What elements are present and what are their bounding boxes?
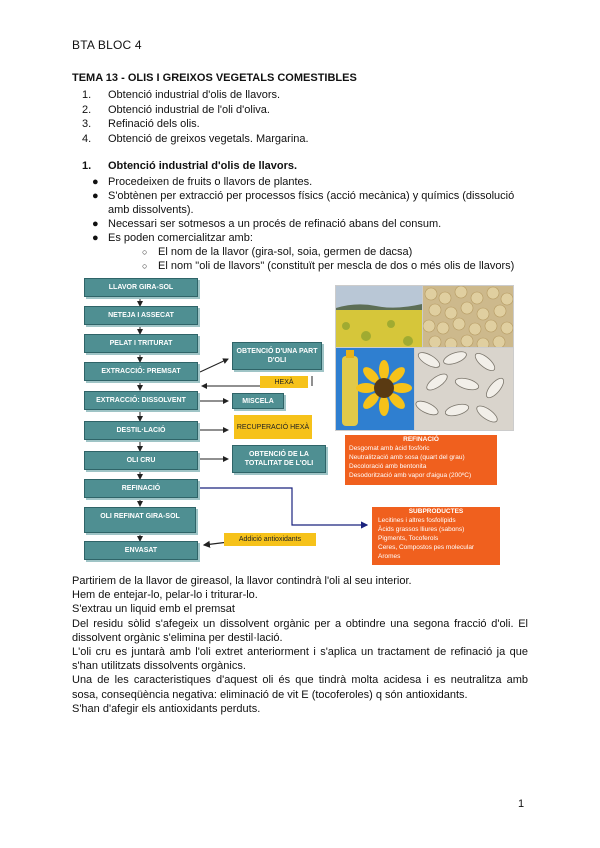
bullet-text: Necessari ser sotmesos a un procés de refinació abans del consum. [108, 218, 442, 230]
step-envasat: ENVASAT [84, 541, 198, 560]
sunflower-seeds-image [414, 347, 514, 431]
toc-text: Refinació dels olis. [108, 118, 200, 130]
refinacio-line: Neutralització amb sosa (quart del grau) [349, 454, 465, 461]
sub-bullet-text: El nom "oli de llavors" (constituït per mescla de dos o més olis de llavors) [158, 260, 515, 272]
bullet-icon: ● [92, 218, 99, 230]
step-refinacio: REFINACIÓ [84, 479, 198, 498]
paragraph: L'oli cru es juntarà amb l'oli extret anteriorment i s'aplica un tractament de refinació ja que s'han utilitzats dissolvents orgànics. [72, 646, 528, 673]
step-destil-lacio: DESTIL·LACIÓ [84, 421, 198, 440]
step-llavor: LLAVOR GIRA-SOL [84, 278, 198, 297]
subproductes-line: Aromes [378, 553, 401, 560]
bullet-text: Es poden comercialitzar amb: [108, 232, 253, 244]
step-oli-refinat: OLI REFINAT GIRA-SOL [84, 507, 196, 533]
subproductes-title: SUBPRODUCTES [408, 508, 464, 515]
toc-text: Obtenció industrial d'olis de llavors. [108, 89, 281, 101]
process-diagram [72, 275, 532, 570]
bullet-icon: ● [92, 176, 99, 188]
bullet-text: Procedeixen de fruits o llavors de plantes. [108, 176, 313, 188]
obtencio-part-box: OBTENCIÓ D'UNA PART D'OLI [232, 342, 322, 370]
page-number: 1 [518, 798, 525, 810]
soybeans-image [422, 285, 514, 351]
subproductes-line: Ceres, Compostos pes molecular [378, 544, 475, 551]
refinacio-box [345, 435, 497, 485]
step-dissolvent: EXTRACCIÓ: DISSOLVENT [84, 391, 198, 410]
subproductes-line: Àcids grassos lliures (sabons) [378, 526, 465, 533]
bullet-text: S'obtènen per extracció per processos físics (acció mecànica) y químics (dissolució amb dissolvents). [108, 190, 515, 216]
toc-number: 1. [82, 89, 92, 101]
bullet-icon: ● [92, 190, 99, 202]
step-premsat: EXTRACCIÓ: PREMSAT [84, 362, 198, 381]
addicio-antioxidants-box: Addició antioxidants [224, 533, 316, 546]
toc-number: 3. [82, 118, 92, 130]
toc-number: 2. [82, 103, 92, 116]
circle-bullet-icon: ○ [142, 261, 148, 271]
sub-bullet-item [142, 245, 532, 259]
bullet-item [92, 217, 532, 231]
toc-item [82, 132, 309, 147]
table-of-contents [82, 88, 309, 146]
page-header: BTA BLOC 4 [72, 38, 142, 52]
section-heading [82, 160, 297, 172]
paragraph: Una de les caracteristiques d'aquest oli és que tindrà molta acidesa i es neutralitza amb sosa, conseqüència negativa: eliminació de vit E (tocoferoles) q són antioxidants. [72, 674, 528, 701]
section-title: Obtenció industrial d'olis de llavors. [108, 160, 298, 172]
subproductes-line: Pigments, Tocoferols [378, 535, 439, 542]
toc-text: Obtenció industrial de l'oli d'oliva. [108, 103, 270, 116]
subproductes-line: Lecitines i altres fosfolípids [378, 517, 456, 524]
refinacio-line: Decoloració amb bentonita [349, 463, 427, 470]
bullet-item [92, 231, 532, 273]
bullet-icon: ● [92, 232, 99, 244]
obtencio-total-box: OBTENCIÓ DE LA TOTALITAT DE L'OLI [232, 445, 326, 473]
sub-bullet-item [142, 259, 532, 273]
paragraph: Del residu sòlid s'afegeix un dissolvent orgànic per a obtindre una segona fracció d'oli. El dissolvent orgànic s'elimina per destil·lació. [72, 617, 528, 644]
bullet-list [92, 175, 532, 273]
paragraph: Partiriem de la llavor de gireasol, la llavor contindrà l'oli al seu interior. [72, 575, 412, 587]
toc-item [82, 88, 309, 103]
circle-bullet-icon: ○ [142, 247, 148, 257]
refinacio-line: Desodorització amb vapor d'aigua (200ºC) [349, 472, 472, 479]
sub-bullet-list [108, 245, 532, 273]
page-title: TEMA 13 - OLIS I GREIXOS VEGETALS COMESTIBLES [72, 72, 357, 84]
toc-number: 4. [82, 132, 92, 145]
section-number: 1. [82, 160, 92, 172]
step-neteja: NETEJA I ASSECAT [84, 306, 198, 325]
hexa-box: HEXÀ [260, 376, 308, 388]
paragraph: Hem de entejar-lo, pelar-lo i triturar-lo. [72, 589, 258, 602]
paragraph: S'han d'afegir els antioxidants perduts. [72, 702, 261, 715]
toc-item [82, 117, 309, 132]
miscela-box: MISCELA [232, 393, 284, 409]
toc-text: Obtenció de greixos vegetals. Margarina. [108, 132, 309, 145]
bullet-item [92, 189, 532, 217]
refinacio-line: Desgomat amb àcid fosfòric [349, 445, 430, 452]
sunflower-field-image [335, 285, 423, 351]
recuperacio-hexa-box: RECUPERACIÓ HEXÀ [234, 415, 312, 439]
bullet-item [92, 175, 532, 189]
subproductes-box [372, 507, 500, 565]
explanation-text [72, 574, 528, 716]
refinacio-title: REFINACIÓ [403, 436, 439, 443]
paragraph: S'extrau un liquid emb el premsat [72, 603, 235, 616]
sub-bullet-text: El nom de la llavor (gira-sol, soia, germen de dacsa) [158, 246, 413, 258]
step-pelat: PELAT I TRITURAT [84, 334, 198, 353]
sunflower-oil-image [335, 347, 415, 431]
toc-item [82, 103, 309, 118]
step-oli-cru: OLI CRU [84, 451, 198, 470]
